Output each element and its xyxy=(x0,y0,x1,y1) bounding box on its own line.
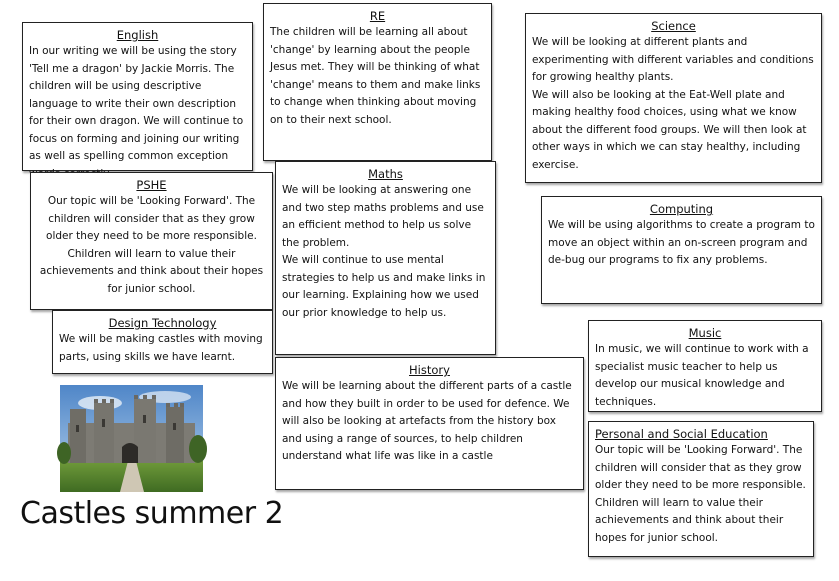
maths-paragraph: We will continue to use mental strategies to help us and make links in our learning. Explaining how we used our prior knowledge to help us. xyxy=(282,254,486,319)
re-text: The children will be learning all about 'change' by learning about the people Jesus met. They will be thinking of what 'change' means to them and make links to change when thinking about moving on to their next school. xyxy=(270,26,481,126)
history-title: History xyxy=(409,363,450,377)
maths-panel xyxy=(275,161,496,355)
pshe-title: PSHE xyxy=(136,178,167,192)
english-panel xyxy=(22,22,253,171)
music-panel xyxy=(588,320,822,412)
science-paragraph: We will also be looking at the Eat-Well plate and making healthy food choices, using what we know about the different food groups. We will then look at other ways in which we can stay healthy, including exercise. xyxy=(532,88,807,171)
personal-social-education-text: Our topic will be 'Looking Forward'. The children will consider that as they grow older they need to be more responsible. Children will learn to value their achievements and think about their hopes for junior school. xyxy=(595,444,806,544)
design-technology-panel xyxy=(52,310,273,374)
personal-social-education-title: Personal and Social Education xyxy=(595,427,768,441)
music-title: Music xyxy=(688,326,722,340)
personal-social-education-panel xyxy=(588,421,814,557)
music-text: In music, we will continue to work with a specialist music teacher to help us develop our musical knowledge and techniques. xyxy=(595,343,809,408)
design-technology-title: Design Technology xyxy=(108,316,217,330)
maths-title: Maths xyxy=(368,167,403,181)
computing-text: We will be using algorithms to create a program to move an object within an on-screen program and de-bug our programs to fix any problems. xyxy=(548,219,815,266)
english-title: English xyxy=(116,28,159,42)
science-paragraph: We will be looking at different plants and experimenting with different variables and conditions for growing healthy plants. xyxy=(532,36,814,83)
design-technology-text: We will be making castles with moving parts, using skills we have learnt. xyxy=(59,333,263,363)
pshe-panel xyxy=(30,172,273,310)
pshe-text: Our topic will be 'Looking Forward'. The children will consider that as they grow older they need to be more responsible. Children will learn to value their achievements and think about their hopes for junior school. xyxy=(39,195,264,295)
history-text: We will be learning about the different parts of a castle and how they built in order to be used for defence. We will also be looking at artefacts from the history box and using a range of sources, to help children understand what life was like in a castle xyxy=(282,380,572,462)
maths-paragraph: We will be looking at answering one and two step maths problems and use an efficient method to help us solve the problem. xyxy=(282,184,484,249)
science-title: Science xyxy=(651,19,696,33)
history-panel xyxy=(275,357,584,490)
computing-title: Computing xyxy=(649,202,714,216)
english-text: In our writing we will be using the story 'Tell me a dragon' by Jackie Morris. The children will be using descriptive language to write their own description for their own dragon. We will continue to focus on forming and joining our writing as well as spelling common exception xyxy=(29,45,244,162)
re-title: RE xyxy=(369,9,386,23)
re-panel xyxy=(263,3,492,161)
science-panel xyxy=(525,13,822,183)
computing-panel xyxy=(541,196,822,304)
castle-photo xyxy=(60,385,203,492)
page-heading: Castles summer 2 xyxy=(20,496,284,531)
